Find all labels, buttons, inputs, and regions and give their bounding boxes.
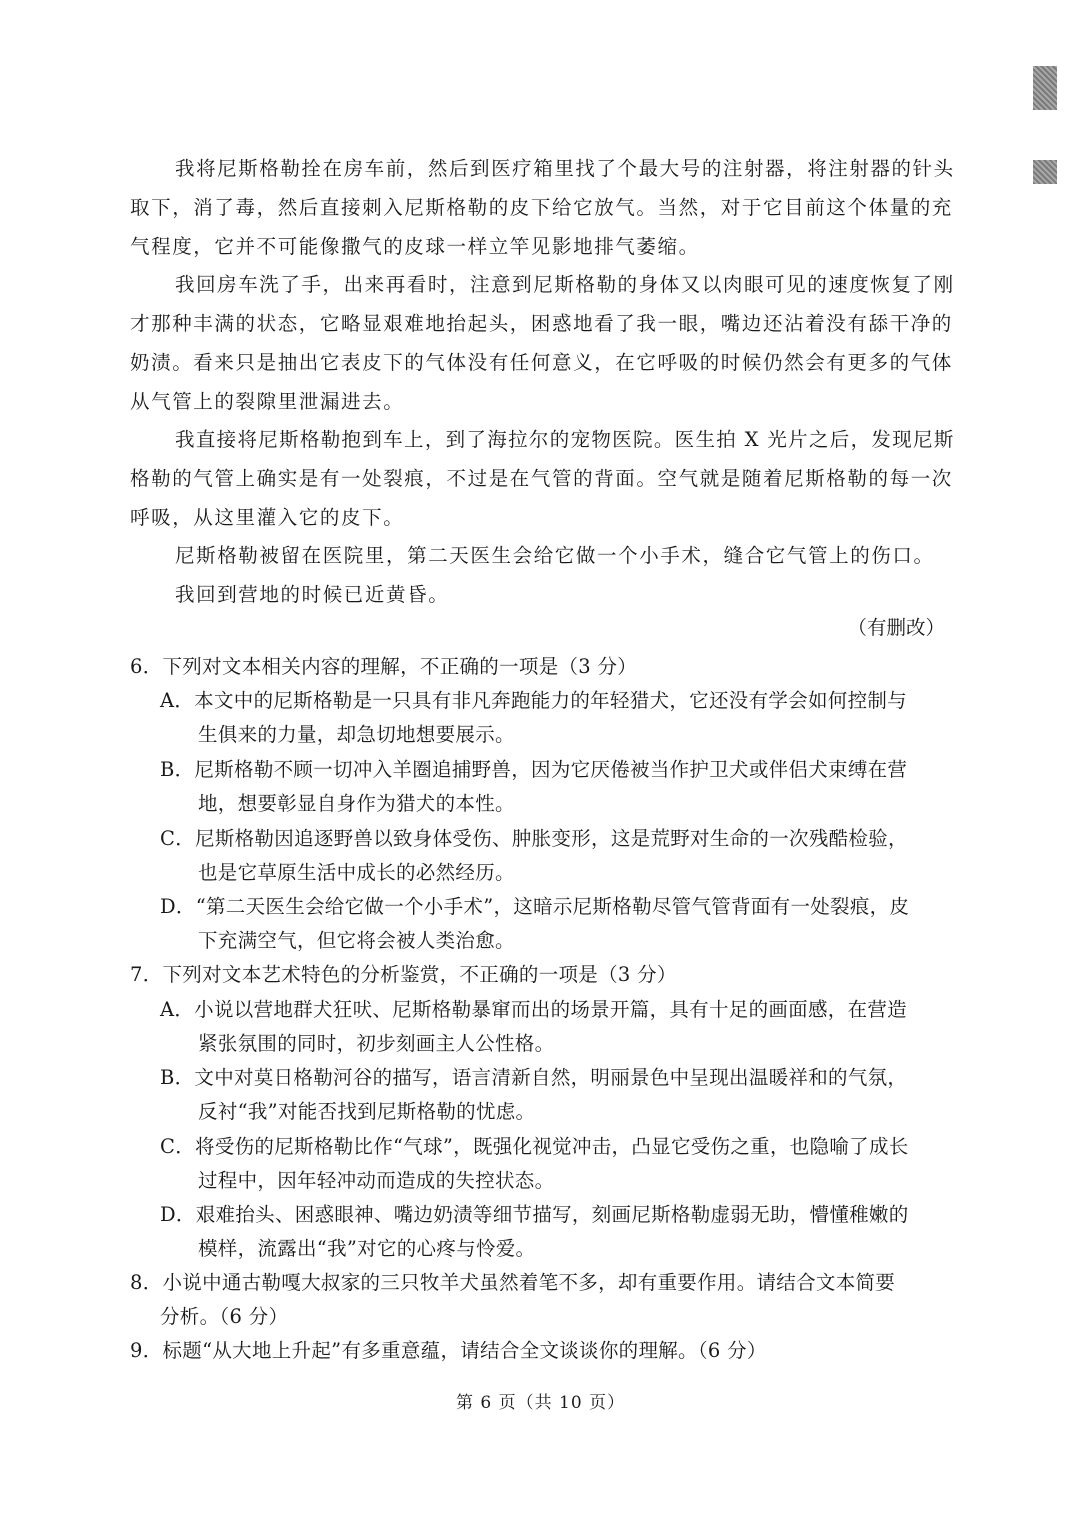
question-7-option-c: C．将受伤的尼斯格勒比作“气球”，既强化视觉冲击，凸显它受伤之重，也隐喻了成长: [160, 1135, 909, 1158]
page-number: 第 6 页（共 10 页）: [456, 1393, 626, 1413]
question-6-option-c: C．尼斯格勒因追逐野兽以致身体受伤、肿胀变形，这是荒野对生命的一次残酷检验，: [160, 827, 908, 850]
source-note: （有删改）: [847, 616, 945, 639]
question-7-option-d-cont: 模样，流露出“我”对它的心疼与怜爱。: [198, 1237, 536, 1260]
question-7-option-c-cont: 过程中，因年轻冲动而造成的失控状态。: [198, 1169, 555, 1192]
passage-line: 奶渍。看来只是抽出它表皮下的气体没有任何意义，在它呼吸的时候仍然会有更多的气体: [130, 351, 953, 374]
passage-line: 我将尼斯格勒拴在房车前，然后到医疗箱里找了个最大号的注射器，将注射器的针头: [175, 157, 955, 180]
passage-line: 我直接将尼斯格勒抱到车上，到了海拉尔的宠物医院。医生拍 X 光片之后，发现尼斯: [175, 428, 955, 451]
question-7-option-a: A．小说以营地群犬狂吠、尼斯格勒暴窜而出的场景开篇，具有十足的画面感，在营造: [160, 998, 907, 1021]
passage-line: 才那种丰满的状态，它略显艰难地抬起头，困惑地看了我一眼，嘴边还沾着没有舔干净的: [130, 312, 953, 335]
question-6-option-c-cont: 也是它草原生活中成长的必然经历。: [198, 861, 515, 884]
question-7-option-b-cont: 反衬“我”对能否找到尼斯格勒的忧虑。: [198, 1100, 536, 1123]
passage-line: 取下，消了毒，然后直接刺入尼斯格勒的皮下给它放气。当然，对于它目前这个体量的充: [130, 196, 953, 219]
question-6-option-b-cont: 地，想要彰显自身作为猎犬的本性。: [198, 792, 515, 815]
passage-line: 我回房车洗了手，出来再看时，注意到尼斯格勒的身体又以肉眼可见的速度恢复了刚: [175, 273, 955, 296]
passage-line: 格勒的气管上确实是有一处裂痕，不过是在气管的背面。空气就是随着尼斯格勒的每一次: [130, 467, 953, 490]
scan-registration-mark: [1033, 66, 1057, 110]
question-6-option-d-cont: 下充满空气，但它将会被人类治愈。: [198, 929, 515, 952]
question-6-option-d: D．“第二天医生会给它做一个小手术”，这暗示尼斯格勒尽管气管背面有一处裂痕，皮: [160, 895, 910, 918]
question-6-option-b: B．尼斯格勒不顾一切冲入羊圈追捕野兽，因为它厌倦被当作护卫犬或伴侣犬束缚在营: [160, 758, 908, 781]
scan-registration-mark: [1033, 160, 1057, 184]
question-6-stem: 6．下列对文本相关内容的理解，不正确的一项是（3 分）: [130, 655, 638, 678]
passage-line: 我回到营地的时候已近黄昏。: [175, 583, 450, 606]
question-7-option-d: D．艰难抬头、困惑眼神、嘴边奶渍等细节描写，刻画尼斯格勒虚弱无助，懵懂稚嫩的: [160, 1203, 909, 1226]
question-6-option-a-cont: 生俱来的力量，却急切地想要展示。: [198, 723, 515, 746]
passage-line: 呼吸，从这里灌入它的皮下。: [130, 506, 405, 529]
question-7-option-b: B．文中对莫日格勒河谷的描写，语言清新自然，明丽景色中呈现出温暖祥和的气氛，: [160, 1066, 908, 1089]
question-7-stem: 7．下列对文本艺术特色的分析鉴赏，不正确的一项是（3 分）: [130, 963, 677, 986]
question-7-option-a-cont: 紧张氛围的同时，初步刻画主人公性格。: [198, 1032, 555, 1055]
passage-line: 尼斯格勒被留在医院里，第二天医生会给它做一个小手术，缝合它气管上的伤口。: [175, 544, 935, 567]
passage-line: 气程度，它并不可能像撒气的皮球一样立竿见影地排气萎缩。: [130, 235, 700, 258]
question-8-stem: 8．小说中通古勒嘎大叔家的三只牧羊犬虽然着笔不多，却有重要作用。请结合文本简要: [130, 1271, 896, 1294]
question-9-stem: 9．标题“从大地上升起”有多重意蕴，请结合全文谈谈你的理解。（6 分）: [130, 1339, 767, 1362]
passage-line: 从气管上的裂隙里泄漏进去。: [130, 390, 405, 413]
question-6-option-a: A．本文中的尼斯格勒是一只具有非凡奔跑能力的年轻猎犬，它还没有学会如何控制与: [160, 689, 907, 712]
question-8-stem-cont: 分析。（6 分）: [160, 1305, 289, 1328]
